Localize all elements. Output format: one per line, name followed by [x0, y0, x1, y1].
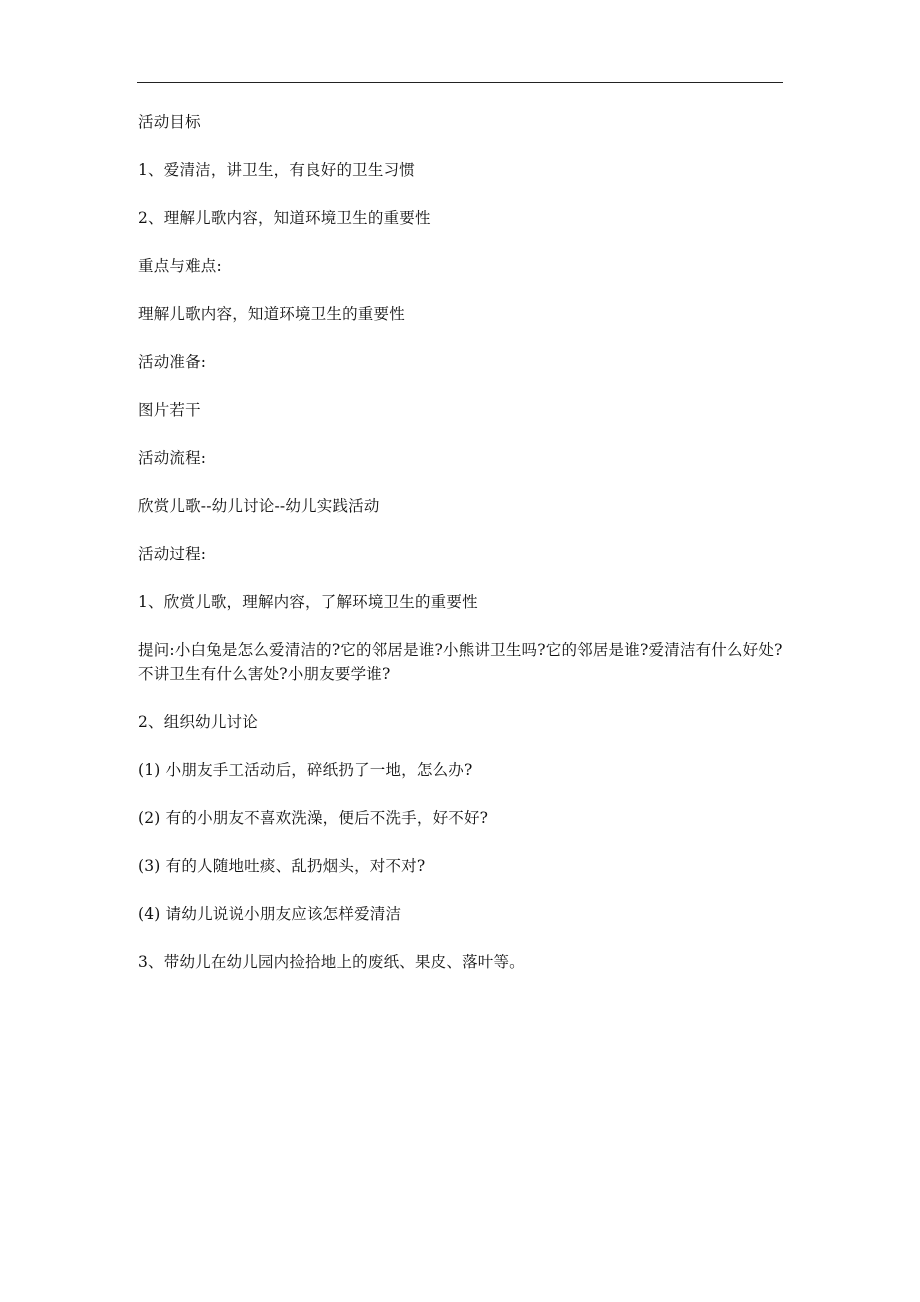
key-points-text: 理解儿歌内容，知道环境卫生的重要性 — [138, 305, 405, 323]
flow-text: 欣赏儿歌--幼儿讨论--幼儿实践活动 — [138, 497, 380, 515]
discussion-item-4: (4) 请幼儿说说小朋友应该怎样爱清洁 — [138, 905, 402, 923]
process-step-2: 2、组织幼儿讨论 — [138, 713, 258, 731]
document-body — [138, 110, 788, 974]
goal-item-2: 2、理解儿歌内容，知道环境卫生的重要性 — [138, 209, 431, 227]
question-paragraph: 提问:小白兔是怎么爱清洁的?它的邻居是谁?小熊讲卫生吗?它的邻居是谁?爱清洁有什么好处?不讲卫生有什么害处?小朋友要学谁? — [138, 641, 783, 683]
section-heading-process: 活动过程: — [138, 545, 207, 563]
section-heading-key-points: 重点与难点: — [138, 257, 222, 275]
section-heading-preparation: 活动准备: — [138, 353, 207, 371]
preparation-text: 图片若干 — [138, 401, 201, 419]
process-step-1: 1、欣赏儿歌，理解内容，了解环境卫生的重要性 — [138, 593, 478, 611]
section-heading-goals: 活动目标 — [138, 113, 201, 131]
discussion-item-1: (1) 小朋友手工活动后，碎纸扔了一地，怎么办? — [138, 761, 473, 779]
section-heading-flow: 活动流程: — [138, 449, 207, 467]
process-step-3: 3、带幼儿在幼儿园内捡拾地上的废纸、果皮、落叶等。 — [138, 953, 525, 971]
discussion-item-2: (2) 有的小朋友不喜欢洗澡，便后不洗手，好不好? — [138, 809, 489, 827]
header-rule — [137, 82, 783, 83]
goal-item-1: 1、爱清洁，讲卫生，有良好的卫生习惯 — [138, 161, 415, 179]
discussion-item-3: (3) 有的人随地吐痰、乱扔烟头，对不对? — [138, 857, 426, 875]
